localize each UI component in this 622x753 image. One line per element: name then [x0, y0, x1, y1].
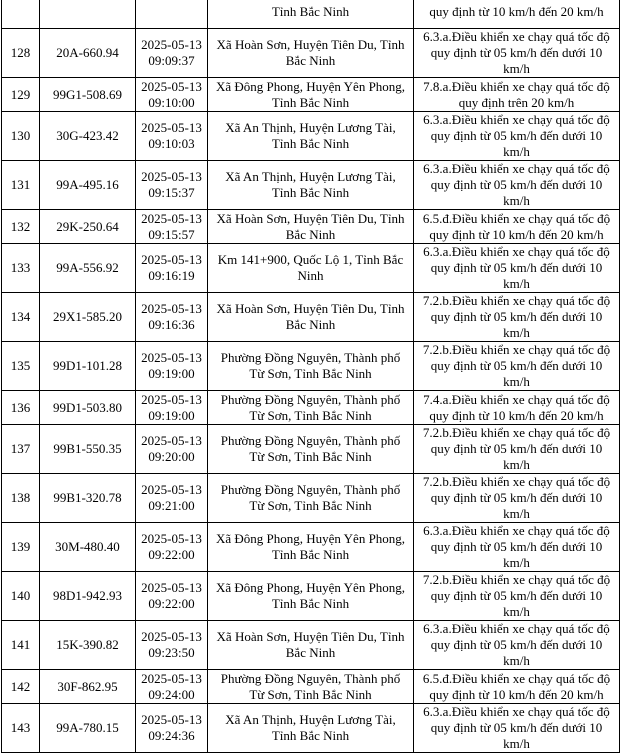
table-row [2, 342, 620, 391]
stt-cell [2, 29, 40, 78]
violation-cell [414, 244, 620, 293]
violation-line-1: 6.5.đ.Điều khiển xe chạy quá tốc độ [422, 210, 611, 226]
plate-cell [40, 342, 136, 391]
date-text: 2025-05-13 [141, 252, 202, 267]
clock-text: 09:10:03 [148, 136, 195, 151]
violation-cell [414, 670, 620, 704]
time-cell [136, 78, 208, 112]
plate-cell [40, 425, 136, 474]
clock-text: 09:22:00 [148, 596, 195, 611]
date-text: 2025-05-13 [141, 210, 202, 226]
place-cell [208, 572, 414, 621]
plate-text: 99D1-101.28 [53, 358, 122, 373]
stt-text: 131 [10, 177, 31, 192]
place-line-1: Xã Đông Phong, Huyện Yên Phong, [215, 580, 406, 595]
violation-text: quy định từ 10 km/h đến 20 km/h [429, 3, 604, 19]
stt-cell [2, 0, 40, 29]
place-line-2: Tỉnh Bắc Ninh [271, 547, 350, 562]
stt-text: 132 [10, 218, 31, 234]
place-line-1: Xã Hoàn Sơn, Huyện Tiên Du, Tỉnh [216, 210, 405, 226]
time-cell [136, 29, 208, 78]
plate-text: 99G1-508.69 [53, 86, 122, 102]
place-line-1: Xã Hoàn Sơn, Huyện Tiên Du, Tỉnh [216, 301, 405, 316]
stt-text: 133 [10, 260, 31, 275]
stt-cell [2, 210, 40, 244]
table-row [2, 244, 620, 293]
plate-text: 98D1-942.93 [53, 588, 122, 603]
table-row-partial-top [2, 0, 620, 29]
violation-cell [414, 425, 620, 474]
plate-text: 99B1-320.78 [53, 490, 122, 505]
date-text: 2025-05-13 [141, 37, 202, 52]
violation-cell [414, 523, 620, 572]
place-line-2: Bắc Ninh [285, 53, 336, 68]
stt-text: 130 [10, 128, 31, 143]
violation-line-1: 7.2.b.Điều khiển xe chạy quá tốc độ [422, 342, 611, 357]
place-line-1: Xã An Thịnh, Huyện Lương Tài, [225, 169, 396, 184]
violation-cell [414, 78, 620, 112]
place-text: Tỉnh Bắc Ninh [271, 3, 350, 19]
place-line-2: Ninh [297, 268, 324, 283]
stt-cell [2, 474, 40, 523]
plate-cell [40, 244, 136, 293]
clock-text: 09:22:00 [148, 547, 195, 562]
time-cell [136, 704, 208, 753]
plate-text: 99D1-503.80 [53, 399, 122, 415]
plate-text: 99B1-550.35 [53, 441, 122, 456]
clock-text: 09:15:37 [148, 185, 195, 200]
stt-text: 128 [10, 45, 31, 60]
table-row [2, 523, 620, 572]
violation-cell [414, 474, 620, 523]
plate-text: 30F-862.95 [57, 678, 118, 694]
table-row [2, 425, 620, 474]
violations-table-body [2, 0, 620, 753]
violation-line-2: quy định từ 05 km/h đến dưới 10 km/h [430, 358, 603, 389]
violations-table [1, 0, 620, 753]
table-row [2, 474, 620, 523]
place-cell [208, 244, 414, 293]
place-cell [208, 210, 414, 244]
plate-cell [40, 210, 136, 244]
stt-text: 136 [10, 399, 31, 415]
clock-text: 09:23:50 [148, 645, 195, 660]
stt-cell [2, 161, 40, 210]
place-line-2: Từ Sơn, Tỉnh Bắc Ninh [249, 407, 372, 423]
plate-text: 99A-780.15 [56, 720, 119, 735]
date-text: 2025-05-13 [141, 629, 202, 644]
plate-text: 15K-390.82 [56, 637, 119, 652]
violation-line-1: 7.2.b.Điều khiển xe chạy quá tốc độ [422, 474, 611, 489]
violation-cell [414, 572, 620, 621]
violation-line-2: quy định từ 05 km/h đến dưới 10 km/h [430, 441, 603, 472]
place-line-2: Tỉnh Bắc Ninh [271, 728, 350, 743]
stt-cell [2, 523, 40, 572]
table-row [2, 621, 620, 670]
time-cell [136, 244, 208, 293]
plate-text: 99A-556.92 [56, 260, 119, 275]
plate-cell [40, 670, 136, 704]
violation-line-1: 6.3.a.Điều khiển xe chạy quá tốc độ [423, 112, 610, 127]
date-text: 2025-05-13 [141, 350, 202, 365]
place-cell [208, 425, 414, 474]
date-text: 2025-05-13 [141, 531, 202, 546]
place-line-1: Xã Hoàn Sơn, Huyện Tiên Du, Tỉnh [216, 629, 405, 644]
stt-cell [2, 391, 40, 425]
place-line-1: Xã Đông Phong, Huyện Yên Phong, [215, 78, 406, 94]
violation-line-2: quy định từ 05 km/h đến dưới 10 km/h [430, 588, 603, 619]
time-cell [136, 523, 208, 572]
place-cell [208, 0, 414, 29]
table-row [2, 161, 620, 210]
stt-cell [2, 425, 40, 474]
violation-line-1: 7.4.a.Điều khiển xe chạy quá tốc độ [423, 391, 610, 407]
clock-text: 09:21:00 [148, 498, 195, 513]
time-cell [136, 210, 208, 244]
plate-text: 30M-480.40 [55, 539, 120, 554]
plate-cell [40, 161, 136, 210]
violation-line-2: quy định từ 05 km/h đến dưới 10 km/h [430, 637, 603, 668]
place-cell [208, 112, 414, 161]
stt-text: 141 [10, 637, 31, 652]
place-line-1: Phường Đồng Nguyên, Thành phố [220, 350, 401, 365]
plate-cell [40, 391, 136, 425]
table-row [2, 670, 620, 704]
clock-text: 09:09:37 [148, 53, 195, 68]
place-cell [208, 474, 414, 523]
place-line-1: Phường Đồng Nguyên, Thành phố [220, 391, 401, 407]
violation-line-1: 7.2.b.Điều khiển xe chạy quá tốc độ [422, 425, 611, 440]
plate-text: 29X1-585.20 [53, 309, 122, 324]
date-text: 2025-05-13 [141, 120, 202, 135]
place-line-2: Bắc Ninh [285, 226, 336, 242]
place-line-1: Xã Đông Phong, Huyện Yên Phong, [215, 531, 406, 546]
date-text: 2025-05-13 [141, 580, 202, 595]
table-row [2, 293, 620, 342]
violation-line-2: quy định từ 05 km/h đến dưới 10 km/h [430, 309, 603, 340]
date-text: 2025-05-13 [141, 670, 202, 686]
time-cell [136, 425, 208, 474]
stt-cell [2, 342, 40, 391]
table-row [2, 391, 620, 425]
violation-cell [414, 342, 620, 391]
violation-line-1: 6.3.a.Điều khiển xe chạy quá tốc độ [423, 704, 610, 719]
time-cell [136, 161, 208, 210]
place-line-1: Xã An Thịnh, Huyện Lương Tài, [225, 712, 396, 727]
clock-text: 09:20:00 [148, 449, 195, 464]
plate-cell [40, 29, 136, 78]
stt-text: 140 [10, 588, 31, 603]
violation-cell [414, 391, 620, 425]
clock-text: 09:19:00 [148, 366, 195, 381]
plate-cell [40, 78, 136, 112]
violation-line-1: 6.3.a.Điều khiển xe chạy quá tốc độ [423, 244, 610, 259]
stt-cell [2, 704, 40, 753]
place-line-1: Xã Hoàn Sơn, Huyện Tiên Du, Tỉnh [216, 37, 405, 52]
time-cell [136, 342, 208, 391]
violation-cell [414, 112, 620, 161]
clock-text: 09:16:36 [148, 317, 195, 332]
violation-line-1: 6.3.a.Điều khiển xe chạy quá tốc độ [423, 523, 610, 538]
place-cell [208, 523, 414, 572]
table-row [2, 29, 620, 78]
plate-text: 99A-495.16 [56, 177, 119, 192]
plate-cell [40, 523, 136, 572]
place-line-1: Phường Đồng Nguyên, Thành phố [220, 670, 401, 686]
violation-cell [414, 0, 620, 29]
plate-cell [40, 0, 136, 29]
plate-text: 20A-660.94 [56, 45, 119, 60]
stt-text: 129 [10, 86, 31, 102]
place-cell [208, 342, 414, 391]
place-line-2: Tỉnh Bắc Ninh [271, 94, 350, 110]
place-cell [208, 704, 414, 753]
time-cell [136, 112, 208, 161]
violation-cell [414, 210, 620, 244]
date-text: 2025-05-13 [141, 482, 202, 497]
stt-cell [2, 670, 40, 704]
place-line-1: Phường Đồng Nguyên, Thành phố [220, 482, 401, 497]
place-line-2: Từ Sơn, Tỉnh Bắc Ninh [249, 498, 372, 513]
place-line-2: Tỉnh Bắc Ninh [271, 185, 350, 200]
place-line-2: Bắc Ninh [285, 317, 336, 332]
violation-cell [414, 161, 620, 210]
date-text: 2025-05-13 [141, 169, 202, 184]
violation-line-1: 6.3.a.Điều khiển xe chạy quá tốc độ [423, 29, 610, 44]
plate-cell [40, 474, 136, 523]
time-cell [136, 391, 208, 425]
stt-text: 142 [10, 678, 31, 694]
violation-line-2: quy định từ 05 km/h đến dưới 10 km/h [430, 720, 603, 751]
place-line-1: Phường Đồng Nguyên, Thành phố [220, 433, 401, 448]
place-cell [208, 293, 414, 342]
date-text: 2025-05-13 [141, 433, 202, 448]
plate-cell [40, 572, 136, 621]
clock-text: 09:15:57 [148, 226, 195, 242]
violation-cell [414, 293, 620, 342]
date-text: 2025-05-13 [141, 391, 202, 407]
clock-text: 09:24:36 [148, 728, 195, 743]
violation-line-1: 6.3.a.Điều khiển xe chạy quá tốc độ [423, 621, 610, 636]
time-cell [136, 293, 208, 342]
clock-text: 09:19:00 [148, 407, 195, 423]
stt-cell [2, 621, 40, 670]
violation-cell [414, 704, 620, 753]
time-cell [136, 474, 208, 523]
plate-cell [40, 621, 136, 670]
stt-cell [2, 112, 40, 161]
place-cell [208, 161, 414, 210]
place-cell [208, 621, 414, 670]
violation-line-2: quy định từ 10 km/h đến 20 km/h [429, 407, 604, 423]
stt-cell [2, 244, 40, 293]
time-cell [136, 621, 208, 670]
violation-line-1: 6.3.a.Điều khiển xe chạy quá tốc độ [423, 161, 610, 176]
clock-text: 09:10:00 [148, 94, 195, 110]
table-row [2, 572, 620, 621]
stt-text: 143 [10, 720, 31, 735]
clock-text: 09:24:00 [148, 686, 195, 702]
date-text: 2025-05-13 [141, 301, 202, 316]
stt-text: 135 [10, 358, 31, 373]
violation-cell [414, 621, 620, 670]
stt-cell [2, 572, 40, 621]
date-text: 2025-05-13 [141, 712, 202, 727]
place-line-2: Từ Sơn, Tỉnh Bắc Ninh [249, 449, 372, 464]
place-line-2: Tỉnh Bắc Ninh [271, 596, 350, 611]
violation-line-1: 7.2.b.Điều khiển xe chạy quá tốc độ [422, 572, 611, 587]
place-cell [208, 29, 414, 78]
stt-cell [2, 78, 40, 112]
violation-line-2: quy định từ 10 km/h đến 20 km/h [429, 226, 604, 242]
stt-text: 139 [10, 539, 31, 554]
place-line-2: Tỉnh Bắc Ninh [271, 136, 350, 151]
place-line-2: Từ Sơn, Tỉnh Bắc Ninh [249, 366, 372, 381]
table-row [2, 112, 620, 161]
violation-line-1: 7.8.a.Điều khiển xe chạy quá tốc độ [423, 78, 610, 94]
violation-line-2: quy định từ 05 km/h đến dưới 10 km/h [430, 177, 603, 208]
stt-text: 138 [10, 490, 31, 505]
violation-line-1: 6.5.đ.Điều khiển xe chạy quá tốc độ [422, 670, 611, 686]
time-cell [136, 670, 208, 704]
violation-line-2: quy định từ 05 km/h đến dưới 10 km/h [430, 45, 603, 76]
table-row [2, 78, 620, 112]
plate-cell [40, 112, 136, 161]
plate-text: 29K-250.64 [56, 218, 119, 234]
place-cell [208, 78, 414, 112]
violation-line-2: quy định từ 10 km/h đến 20 km/h [429, 686, 604, 702]
table-row [2, 210, 620, 244]
violation-line-2: quy định từ 05 km/h đến dưới 10 km/h [430, 539, 603, 570]
place-line-2: Từ Sơn, Tỉnh Bắc Ninh [249, 686, 372, 702]
place-line-1: Km 141+900, Quốc Lộ 1, Tỉnh Bắc [217, 252, 404, 267]
table-row [2, 704, 620, 753]
violation-line-1: 7.2.b.Điều khiển xe chạy quá tốc độ [422, 293, 611, 308]
date-text: 2025-05-13 [141, 78, 202, 94]
time-cell [136, 0, 208, 29]
plate-cell [40, 704, 136, 753]
plate-cell [40, 293, 136, 342]
time-cell [136, 572, 208, 621]
place-line-2: Bắc Ninh [285, 645, 336, 660]
plate-text: 30G-423.42 [56, 128, 119, 143]
stt-text: 134 [10, 309, 31, 324]
clock-text: 09:16:19 [148, 268, 195, 283]
violation-line-2: quy định từ 05 km/h đến dưới 10 km/h [430, 490, 603, 521]
stt-cell [2, 293, 40, 342]
stt-text: 137 [10, 441, 31, 456]
place-cell [208, 670, 414, 704]
place-cell [208, 391, 414, 425]
violation-line-2: quy định từ 05 km/h đến dưới 10 km/h [430, 128, 603, 159]
place-line-1: Xã An Thịnh, Huyện Lương Tài, [225, 120, 396, 135]
violation-line-2: quy định trên 20 km/h [458, 94, 575, 110]
violation-cell [414, 29, 620, 78]
violation-line-2: quy định từ 05 km/h đến dưới 10 km/h [430, 260, 603, 291]
